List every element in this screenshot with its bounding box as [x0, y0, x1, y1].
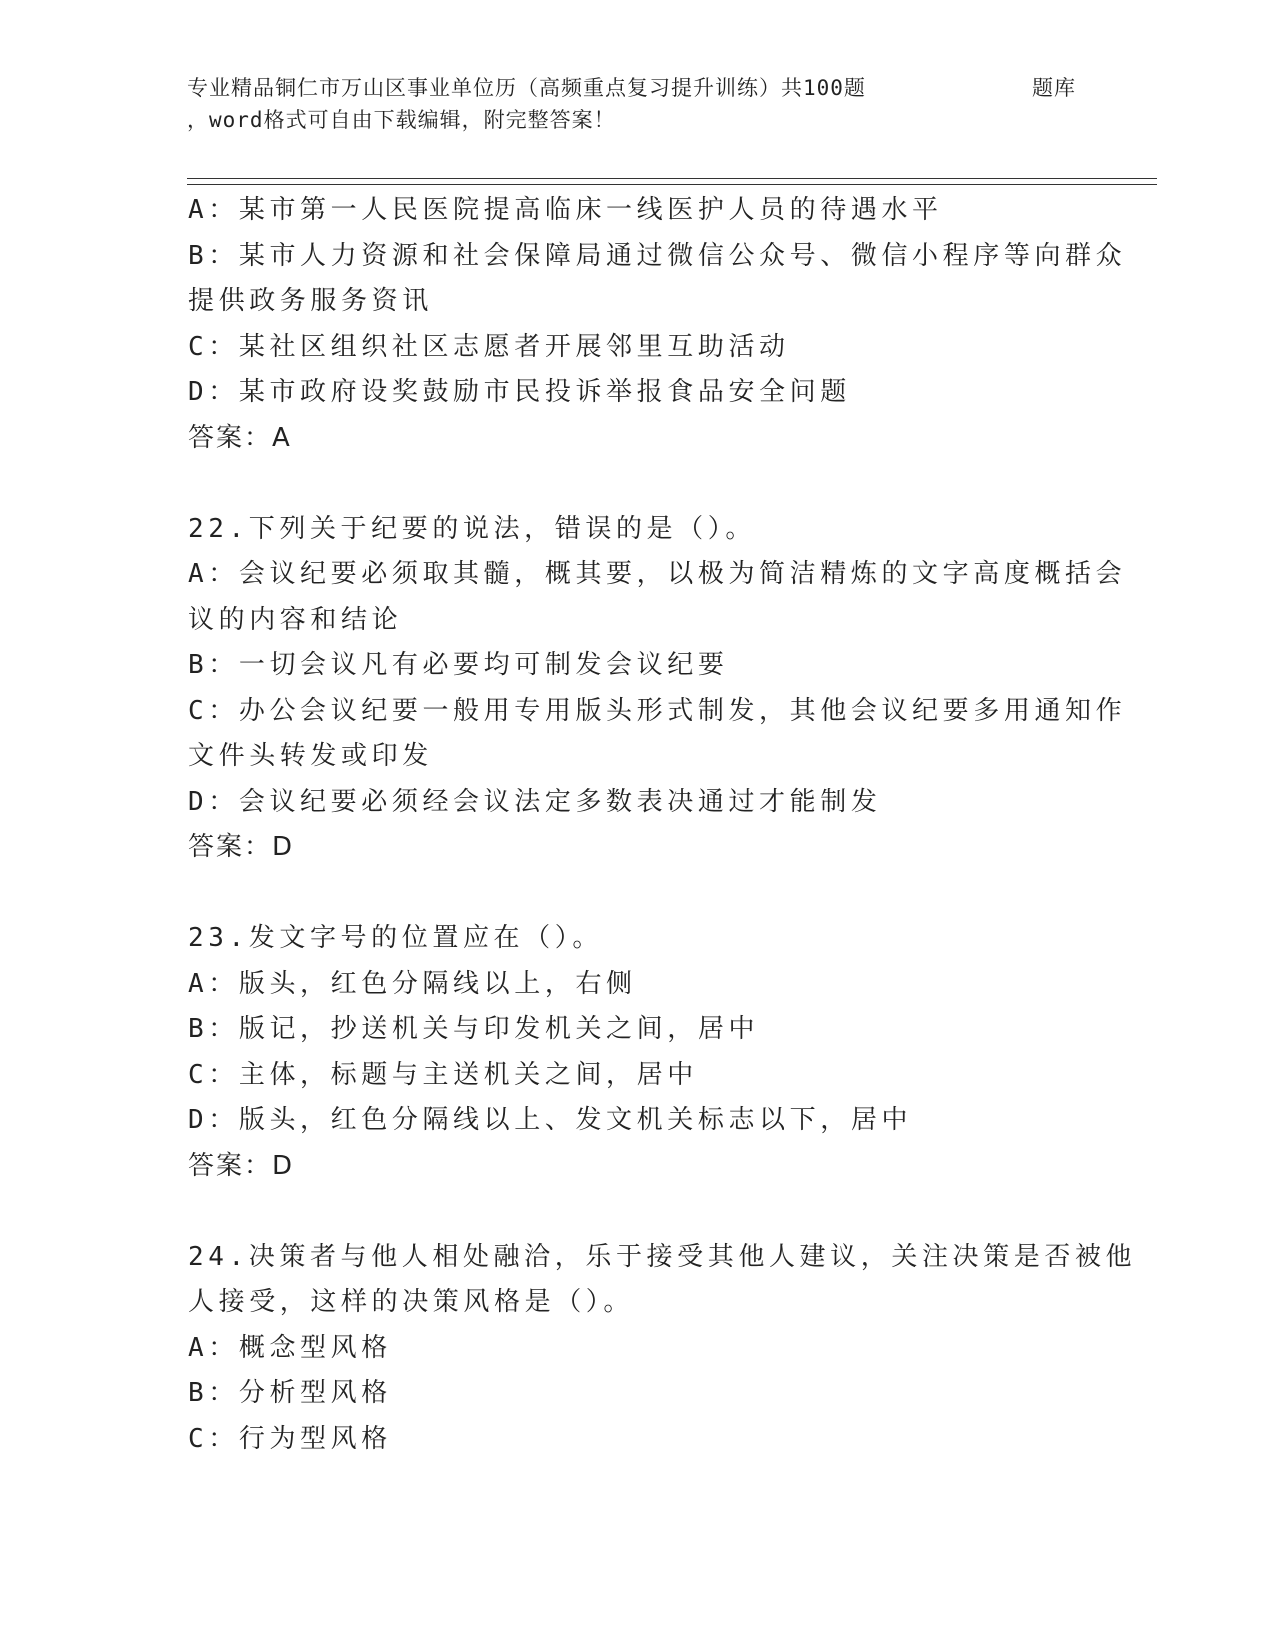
option-line: 议的内容和结论	[188, 604, 403, 635]
question-stem: 22.下列关于纪要的说法，错误的是（）。	[188, 513, 756, 544]
option-line: B：版记，抄送机关与印发机关之间，居中	[188, 1014, 760, 1044]
header-title-line	[187, 72, 1087, 104]
question-block-24	[188, 1235, 1137, 1463]
answer-line: 答案：D	[188, 1150, 295, 1181]
header-rule-top	[187, 178, 1157, 179]
option-line: D：某市政府设奖鼓励市民投诉举报食品安全问题	[188, 377, 851, 407]
question-spacer	[188, 871, 1088, 917]
question-stem: 人接受，这样的决策风格是（）。	[188, 1287, 635, 1317]
option-line: B：分析型风格	[188, 1378, 392, 1408]
question-spacer	[188, 461, 1088, 507]
option-line: 提供政务服务资讯	[188, 286, 433, 316]
option-line: B：某市人力资源和社会保障局通过微信公众号、微信小程序等向群众	[188, 240, 1127, 271]
option-line: C：办公会议纪要一般用专用版头形式制发，其他会议纪要多用通知作	[188, 695, 1127, 726]
option-line: C：某社区组织社区志愿者开展邻里互助活动	[188, 331, 790, 362]
option-line: A：版头，红色分隔线以上，右侧	[188, 968, 637, 999]
option-line: 文件头转发或印发	[188, 741, 433, 771]
header-tag: 题库	[1032, 76, 1076, 100]
option-line: C：行为型风格	[188, 1423, 392, 1454]
option-line: A：某市第一人民医院提高临床一线医护人员的待遇水平	[188, 195, 943, 225]
question-stem: 24.决策者与他人相处融洽，乐于接受其他人建议，关注决策是否被他	[188, 1241, 1137, 1272]
question-spacer	[188, 1189, 1088, 1235]
option-line: C：主体，标题与主送机关之间，居中	[188, 1059, 698, 1090]
question-block-23	[188, 916, 1088, 1189]
option-line: D：版头，红色分隔线以上、发文机关标志以下，居中	[188, 1105, 913, 1135]
header-title: 专业精品铜仁市万山区事业单位历（高频重点复习提升训练）共100题	[187, 76, 866, 100]
question-block-22	[188, 507, 1127, 871]
option-line: D：会议纪要必须经会议法定多数表决通过才能制发	[188, 786, 882, 817]
header-rule-bottom	[187, 184, 1157, 185]
document-header	[187, 72, 1087, 136]
option-line: A：概念型风格	[188, 1332, 392, 1363]
option-line: A：会议纪要必须取其髓，概其要，以极为简洁精炼的文字高度概括会	[188, 559, 1127, 589]
header-subtitle: ，word格式可自由下载编辑，附完整答案！	[187, 108, 616, 132]
question-stem: 23.发文字号的位置应在（）。	[188, 923, 603, 953]
question-block-21	[188, 188, 1127, 461]
answer-line: 答案：A	[188, 422, 292, 453]
question-list	[188, 188, 1137, 1462]
option-line: B：一切会议凡有必要均可制发会议纪要	[188, 650, 729, 680]
answer-line: 答案：D	[188, 832, 295, 862]
